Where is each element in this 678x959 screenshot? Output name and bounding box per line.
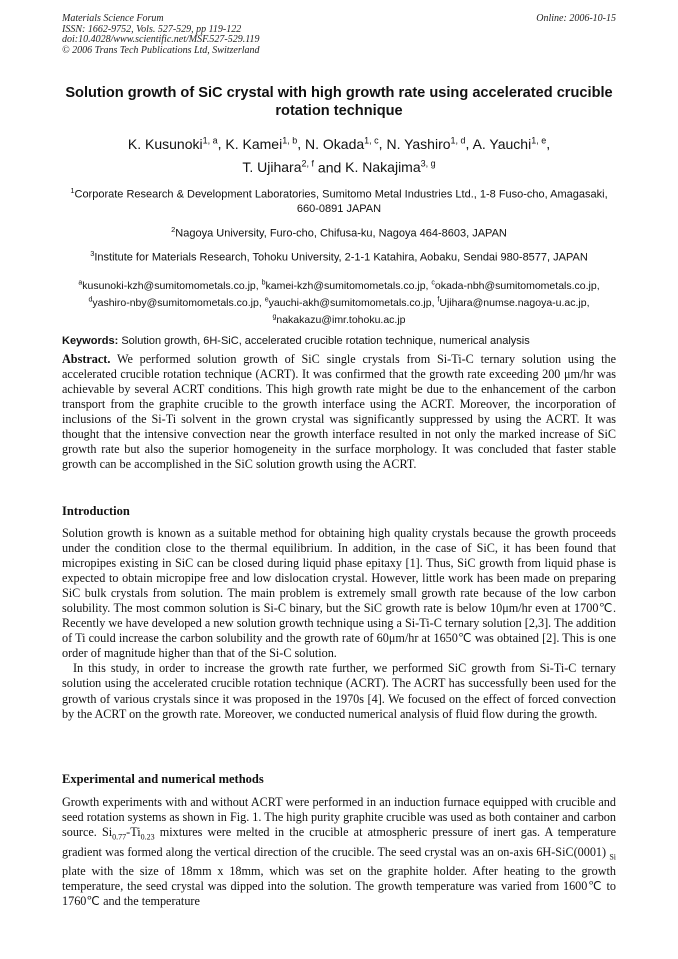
author: K. Kusunoki$^{1, a}$ — [127, 135, 218, 152]
email[interactable]: $^f$Ujihara@numse.nagoya-u.ac.jp, — [437, 296, 590, 309]
author: N. Yashiro$^{1, d}$ — [386, 135, 466, 152]
keywords-text: Solution growth, 6H-SiC, accelerated crucible rotation technique, numerical analysis — [121, 335, 530, 347]
author: K. Nakajima$^{3, g}$ — [345, 158, 436, 176]
email[interactable]: $^g$nakakazu@imr.tohoku.ac.jp — [272, 313, 406, 326]
email[interactable]: $^d$yashiro-nby@sumitomometals.co.jp, — [88, 296, 262, 309]
author: N. Okada$^{1, c}$ — [305, 135, 379, 152]
abstract — [62, 352, 616, 472]
online-date: Online: 2006-10-15 — [536, 13, 616, 24]
authors-and: and — [317, 159, 342, 176]
doi-line: doi:10.4028/www.scientific.net/MSF.527-529.119 — [62, 34, 260, 45]
methods-section — [62, 795, 616, 909]
paragraph: Solution growth is known as a suitable method for obtaining high quality crystals because the growth proceeds under the condition close to the thermal equilibrium. In addition, in the case of SiC, it has been found that micropipes existing in SiC can be closed during liquid phase epitaxy [1]. Thus, SiC growth from liquid phase is expected to obtain micropipe free and low dislocation crystal. However, little work has been made on preparing SiC bulk crystals from solution. The main problem is extremely small growth rate because of the low carbon solubility. The most common solution is Si-C binary, but the SiC growth rate is below 10μm/hr even at 1700℃. Recently we have developed a new solution growth technique using a Si-Ti-C ternary solution [2,3]. The addition of Ti could increase the carbon solubility and the growth rate of 60μm/hr at 1650℃ was obtained [2]. This is one order of magnitude higher than that of the Si-C solution. — [62, 526, 616, 661]
running-header — [62, 14, 616, 56]
affiliation: $^1$Corporate Research & Development Laboratories, Sumitomo Metal Industries Ltd., 1-8 Fuso-cho, Amagasaki, 660-0891 JAPAN — [70, 186, 608, 216]
email[interactable]: $^c$okada-nbh@sumitomometals.co.jp, — [431, 279, 600, 292]
email-list — [62, 276, 616, 327]
affiliation: $^2$Nagoya University, Furo-cho, Chifusa-ku, Nagoya 464-8603, JAPAN — [171, 224, 507, 240]
journal-name: Materials Science Forum — [62, 13, 164, 24]
section-heading-introduction: Introduction — [62, 504, 130, 518]
author: A. Yauchi$^{1, e}$ — [472, 135, 547, 152]
section-heading-methods: Experimental and numerical methods — [62, 772, 264, 786]
paper-title: Solution growth of SiC crystal with high growth rate using accelerated crucible rotation technique — [65, 85, 613, 119]
email[interactable]: $^a$kusunoki-kzh@sumitomometals.co.jp, — [78, 279, 259, 292]
abstract-label: Abstract. — [62, 352, 111, 366]
affiliation: $^3$Institute for Materials Research, Tohoku University, 2-1-1 Katahira, Aobaku, Sendai 980-8577, JAPAN — [90, 248, 588, 264]
email[interactable]: $^e$yauchi-akh@sumitomometals.co.jp, — [264, 296, 435, 309]
author: K. Kamei$^{1, b}$ — [225, 135, 298, 152]
email[interactable]: $^b$kamei-kzh@sumitomometals.co.jp, — [261, 279, 429, 292]
copyright-line: © 2006 Trans Tech Publications Ltd, Switzerland — [62, 44, 260, 56]
author: T. Ujihara$^{2, f}$ — [242, 158, 315, 176]
introduction-section — [62, 526, 616, 722]
author-list: K. Kusunoki$^{1, a}$, K. Kamei$^{1, b}$, N. Okada$^{1, c}$, N. Yashiro$^{1, d}$, A. Yauchi$^{1, e}$, T. Ujihara$^{2, f}$ and K. Nakajima$^{3, g}$ — [127, 135, 551, 176]
keywords-label: Keywords: — [62, 335, 119, 347]
issn-line: ISSN: 1662-9752, Vols. 527-529, pp 119-122 — [62, 23, 242, 35]
keywords — [62, 334, 616, 348]
abstract-text: We performed solution growth of SiC single crystals from Si-Ti-C ternary solution using the accelerated crucible rotation technique (ACRT). It was confirmed that the growth rate exceeding 200 μm/hr was achievable by several ACRT conditions. This high growth rate might be due to the enhancement of the carbon transport from the graphite crucible to the growth interface using the ACRT. Moreover, the incorporation of inclusions of the Si-Ti solvent in the grown crystal was significantly suppressed by using the ACRT. It was thought that the intensive convection near the growth interface resulted in not only the marked increase of SiC growth rate but also the superior homogeneity in the surface morphology. It was concluded that faster stable growth can be accomplished in the SiC solution growth using the ACRT. — [62, 352, 616, 472]
paragraph: Growth experiments with and without ACRT were performed in an induction furnace equipped with crucible and seed rotation systems as shown in Fig. 1. The high purity graphite crucible was used as both container and carbon source. $Si_{0.77}-Ti_{0.23}$ mixtures were melted in the crucible at atmospheric pressure of inert gas. A temperature gradient was formed along the vertical direction of the crucible. The seed crystal was an on-axis 6H-SiC(0001) $_{Si}$ plate with the size of 18mm x 18mm, which was set on the graphite holder. After heating to the growth temperature, the seed crystal was dipped into the solution. The growth temperature was varied from 1600℃ to 1760℃ and the temperature — [62, 795, 616, 909]
affiliations — [62, 184, 616, 271]
paragraph: In this study, in order to increase the growth rate further, we performed SiC growth from Si-Ti-C ternary solution using the accelerated crucible rotation technique (ACRT). The ACRT has successfully been used for the growth of various crystals since it was proposed in the 1970s [4]. We focused on the effect of forced convection by the ACRT on the growth rate. Moreover, we conducted numerical analysis of fluid flow during the growth. — [62, 661, 616, 721]
